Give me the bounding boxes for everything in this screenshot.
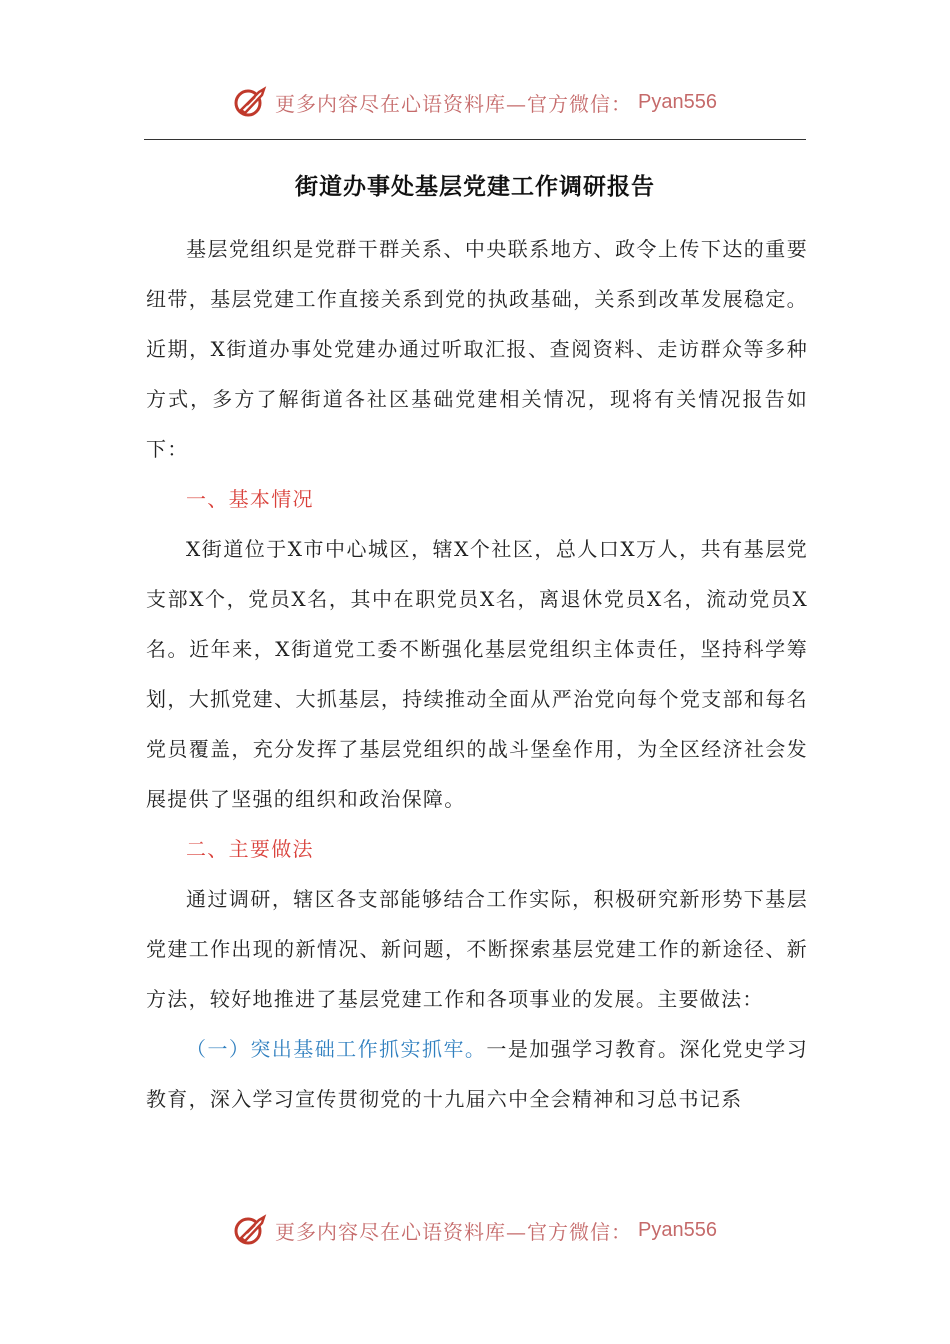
banner-wechat-id: Pyan556 [638, 1218, 717, 1241]
subsection-body: 一是加强学习教育。深化党史学习教育，深入学习宣传贯彻党的十九届六中全会精神和习总书记系 [146, 1037, 809, 1111]
banner-wechat-id: Pyan556 [638, 90, 717, 113]
subsection-heading: （一）突出基础工作抓实抓牢。 [186, 1037, 487, 1061]
pen-logo-icon [233, 1212, 269, 1248]
section-heading-basic-situation: 一、基本情况 [186, 487, 314, 511]
section-basic-situation-paragraph: X街道位于X市中心城区，辖X个社区，总人口X万人，共有基层党支部X个，党员X名，其中在职党员X名，离退休党员X名，流动党员X名。近年来，X街道党工委不断强化基层党组织主体责任，坚持科学筹划，大抓党建、大抓基层，持续推动全面从严治党向每个党支部和每名党员覆盖，充分发挥了基层党组织的战斗堡垒作用，为全区经济社会发展提供了坚强的组织和政治保障。 [146, 537, 808, 811]
section-heading-main-practices: 二、主要做法 [186, 837, 314, 861]
banner-text: 更多内容尽在心语资料库—官方微信： [275, 91, 633, 116]
footer-banner [0, 1208, 950, 1252]
header-divider [144, 139, 806, 140]
header-banner [0, 80, 950, 124]
document-title: 街道办事处基层党建工作调研报告 [295, 173, 655, 200]
pen-logo-icon [233, 84, 269, 120]
section-main-practices-paragraph: 通过调研，辖区各支部能够结合工作实际，积极研究新形势下基层党建工作出现的新情况、新问题，不断探索基层党建工作的新途径、新方法，较好地推进了基层党建工作和各项事业的发展。主要做法： [146, 887, 808, 1011]
banner-text: 更多内容尽在心语资料库—官方微信： [275, 1219, 633, 1244]
intro-paragraph: 基层党组织是党群干群关系、中央联系地方、政令上传下达的重要纽带，基层党建工作直接关系到党的执政基础，关系到改革发展稳定。近期，X街道办事处党建办通过听取汇报、查阅资料、走访群众等多种方式，多方了解街道各社区基础党建相关情况，现将有关情况报告如下： [146, 237, 808, 461]
document-body [146, 224, 808, 1124]
subsection-paragraph [146, 1024, 808, 1124]
